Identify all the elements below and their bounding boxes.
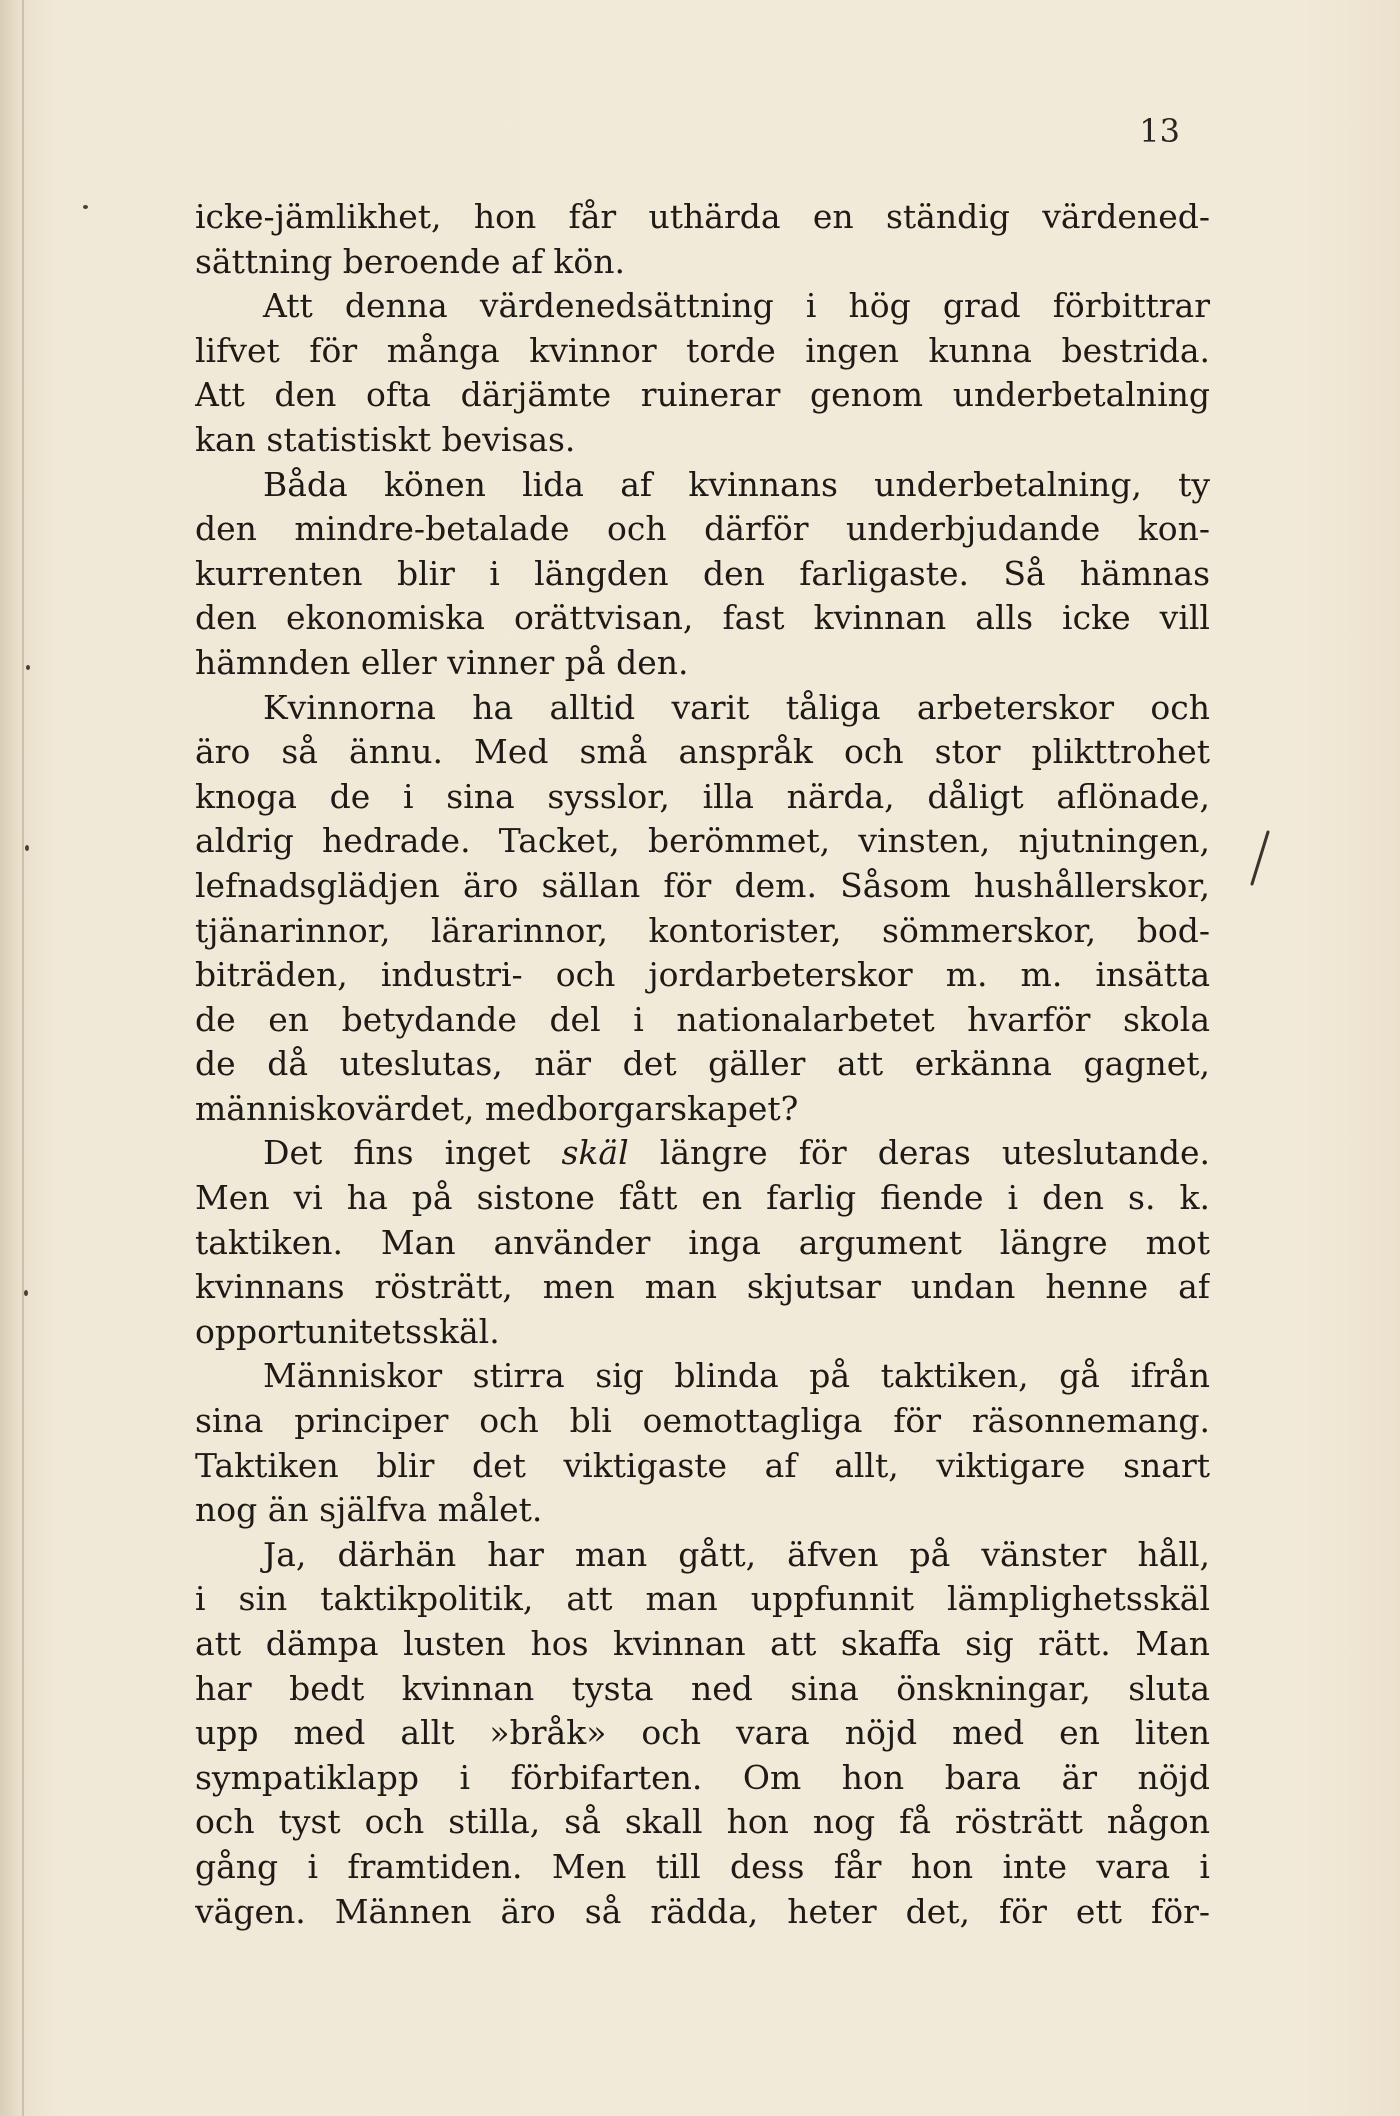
text-line: knoga de i sina sysslor, illa närda, dåligt aflönade, (195, 776, 1210, 816)
text-line: opportunitetsskäl. (195, 1311, 500, 1351)
speck (83, 205, 88, 209)
text-line: den ekonomiska orättvisan, fast kvinnan alls icke vill (195, 598, 1210, 638)
text-line: icke-jämlikhet, hon får uthärda en ständig värdened- (195, 197, 1210, 236)
text-line: Ja, därhän har man gått, äfven på vänster håll, (263, 1534, 1210, 1574)
text-line: vägen. Männen äro så rädda, heter det, för ett för- (195, 1891, 1210, 1931)
speck (24, 1290, 28, 1296)
text-line: taktiken. Man använder inga argument längre mot (195, 1222, 1210, 1262)
text-line: Taktiken blir det viktigaste af allt, viktigare snart (195, 1445, 1210, 1485)
text-line: Det fins inget skäl längre för deras uteslutande. (263, 1133, 1210, 1173)
page-gutter (22, 0, 24, 2116)
body-text (195, 195, 1210, 1934)
page-number: 13 (1139, 112, 1180, 150)
text-line: i sin taktikpolitik, att man uppfunnit lämplighetsskäl (195, 1579, 1210, 1619)
text-line: sättning beroende af kön. (195, 241, 626, 281)
text-line: gång i framtiden. Men till dess får hon inte vara i (195, 1846, 1210, 1886)
speck (26, 665, 30, 670)
text-line: sympatiklapp i förbifarten. Om hon bara är nöjd (195, 1757, 1210, 1797)
text-line: har bedt kvinnan tysta ned sina önskningar, sluta (195, 1668, 1210, 1708)
text-line: och tyst och stilla, så skall hon nog få rösträtt någon (195, 1802, 1210, 1842)
text-line: lifvet för många kvinnor torde ingen kunna bestrida. (195, 330, 1210, 370)
text-line: biträden, industri- och jordarbeterskor m. m. insätta (195, 955, 1210, 995)
text-line: tjänarinnor, lärarinnor, kontorister, sömmerskor, bod- (195, 910, 1210, 950)
text-line: Båda könen lida af kvinnans underbetalning, ty (263, 464, 1210, 504)
text-line: kurrenten blir i längden den farligaste. Så hämnas (195, 553, 1210, 593)
text-line: människovärdet, medborgarskapet? (195, 1088, 799, 1128)
text-line: kvinnans rösträtt, men man skjutsar undan henne af (195, 1267, 1210, 1307)
text-line: de då uteslutas, när det gäller att erkänna gagnet, (195, 1044, 1210, 1084)
speck (25, 845, 29, 851)
text-line: upp med allt »bråk» och vara nöjd med en liten (195, 1713, 1210, 1753)
text-line: Att denna värdenedsättning i hög grad förbittrar (263, 286, 1210, 326)
margin-pencil-mark (1240, 828, 1280, 888)
text-line: kan statistiskt bevisas. (195, 419, 576, 459)
text-line: sina principer och bli oemottagliga för räsonnemang. (195, 1401, 1210, 1441)
text-line: att dämpa lusten hos kvinnan att skaffa sig rätt. Man (195, 1624, 1210, 1663)
text-line: Att den ofta därjämte ruinerar genom underbetalning (195, 375, 1210, 415)
text-line: aldrig hedrade. Tacket, berömmet, vinsten, njutningen, (195, 821, 1210, 861)
text-line: Människor stirra sig blinda på taktiken, gå ifrån (263, 1356, 1210, 1396)
emphasized-word: skäl (561, 1133, 629, 1173)
text-line: de en betydande del i nationalarbetet hvarför skola (195, 999, 1210, 1039)
text-line: nog än själfva målet. (195, 1490, 543, 1530)
text-line: den mindre-betalade och därför underbjudande kon- (195, 509, 1210, 549)
text-line: Men vi ha på sistone fått en farlig fiende i den s. k. (195, 1178, 1210, 1218)
text-line: äro så ännu. Med små anspråk och stor plikttrohet (195, 732, 1210, 772)
text-line: lefnadsglädjen äro sällan för dem. Såsom hushållerskor, (195, 865, 1210, 905)
text-line: Kvinnorna ha alltid varit tåliga arbeterskor och (263, 687, 1210, 727)
text-line: hämnden eller vinner på den. (195, 642, 689, 682)
